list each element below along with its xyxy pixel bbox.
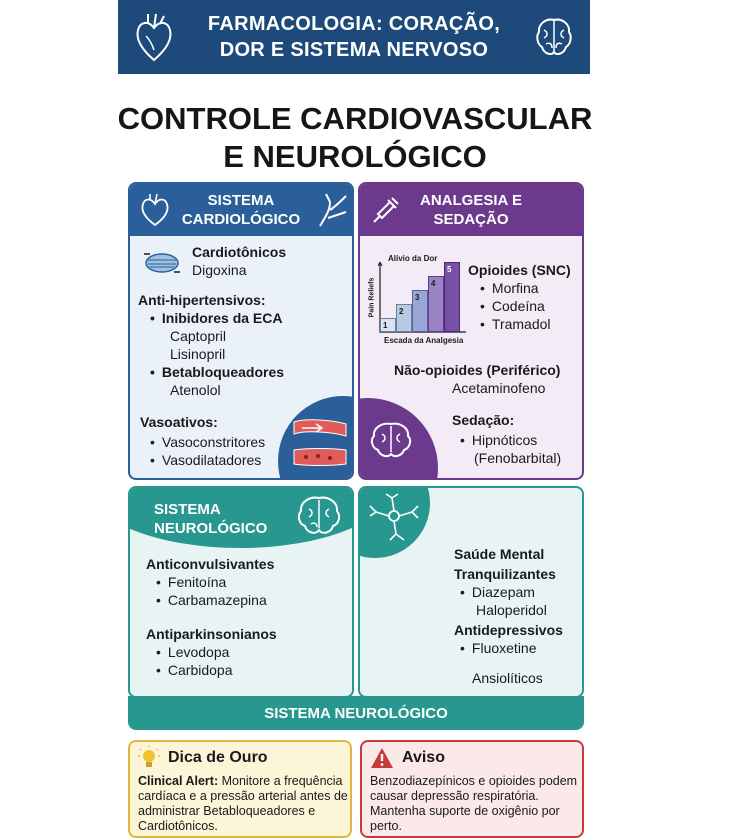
digoxina-item: Digoxina	[192, 262, 247, 278]
brain-icon	[532, 10, 576, 64]
sedacao-title: Sedação:	[452, 412, 515, 428]
ladder-step: 3	[412, 290, 428, 332]
list-item: Haloperidol	[476, 602, 547, 618]
list-item: • Vasoconstritores	[150, 434, 265, 450]
neuro-card	[128, 486, 354, 698]
analgesia-card	[358, 182, 584, 480]
warning-title: Aviso	[402, 749, 445, 766]
list-item: Captopril	[170, 328, 227, 344]
heart-muscle-icon	[142, 248, 182, 278]
tip-label: Clinical Alert:	[138, 774, 219, 788]
cardiotonicos-title: Cardiotônicos	[192, 244, 287, 260]
main-title: CONTROLE CARDIOVASCULAR E NEUROLÓGICO	[117, 101, 593, 174]
tip-text	[138, 774, 348, 834]
naoopioides-title: Não-opioides (Periférico)	[394, 362, 561, 378]
list-item: • Morfina	[480, 280, 539, 296]
ladder-step: 1	[380, 318, 396, 332]
brain-icon	[368, 420, 414, 460]
analgesia-card-header: ANALGESIA E SEDAÇÃO	[360, 184, 582, 236]
lightbulb-icon	[138, 746, 160, 770]
ladder-step: 5	[444, 262, 460, 332]
ladder-step: 2	[396, 304, 412, 332]
list-item: • Vasodilatadores	[150, 452, 261, 468]
list-item: Atenolol	[170, 382, 221, 398]
tip-title: Dica de Ouro	[168, 749, 268, 766]
vasoativos-title: Vasoativos:	[140, 414, 218, 430]
neuro-footer-bar	[128, 696, 584, 730]
beta-title: • Betabloqueadores	[150, 364, 284, 380]
ansioliticos-item: Ansiolíticos	[472, 670, 543, 686]
neuro-footer-label: SISTEMA NEUROLÓGICO	[264, 704, 448, 722]
cardio-card	[128, 182, 354, 480]
warning-box	[360, 740, 584, 838]
ladder-x-label: Escada da Analgesia	[384, 336, 464, 345]
list-item: • Codeína	[480, 298, 545, 314]
list-item: • Carbamazepina	[156, 592, 267, 608]
cardio-card-header: SISTEMA CARDIOLÓGICO	[130, 184, 352, 236]
header-title: FARMACOLOGIA: CORAÇÃO, DOR E SISTEMA NERVOSO	[207, 13, 501, 61]
heart-icon	[138, 192, 172, 228]
list-item: Lisinopril	[170, 346, 226, 362]
analgesia-ladder	[366, 254, 472, 346]
acetaminofeno-item: Acetaminofeno	[452, 380, 546, 396]
opioides-title: Opioides (SNC)	[468, 262, 571, 278]
neuron-icon	[366, 492, 422, 544]
list-item: • Diazepam	[460, 584, 535, 600]
neuro-card-header: SISTEMA NEUROLÓGICO	[154, 501, 268, 537]
fenobarbital-item: (Fenobarbital)	[474, 450, 562, 466]
antidepressivos-title: Antidepressivos	[454, 622, 563, 638]
tip-body: Monitore a frequência cardíaca e a pressão arterial antes de administrar Betabloqueadores e Cardiotônicos.	[138, 774, 348, 833]
ladder-step: 4	[428, 276, 444, 332]
ladder-title: Alívio da Dor	[388, 254, 438, 263]
anticonvulsivantes-title: Anticonvulsivantes	[146, 556, 275, 572]
warning-text: Benzodiazepínicos e opioides podem causar depressão respiratória. Mantenha suporte de oxigênio por perto.	[370, 774, 578, 833]
eca-title: • Inibidores da ECA	[150, 310, 282, 326]
blood-vessel-icon	[316, 192, 350, 228]
antihipertensivos-title: Anti-hipertensivos:	[138, 292, 266, 308]
brain-icon	[294, 494, 344, 538]
saude-mental-title: Saúde Mental	[454, 546, 545, 562]
heart-icon	[132, 10, 176, 64]
tip-box	[128, 740, 352, 838]
list-item: • Tramadol	[480, 316, 551, 332]
syringe-icon	[370, 194, 402, 226]
blood-vessel-illustration	[292, 418, 348, 472]
list-item: • Hipnóticos	[460, 432, 537, 448]
mental-health-card	[358, 486, 584, 698]
list-item: • Fluoxetine	[460, 640, 537, 656]
list-item: • Levodopa	[156, 644, 229, 660]
list-item: • Carbidopa	[156, 662, 233, 678]
list-item: • Fenitoína	[156, 574, 226, 590]
tranquilizantes-title: Tranquilizantes	[454, 566, 556, 582]
warning-icon	[370, 747, 394, 769]
antiparkinsonianos-title: Antiparkinsonianos	[146, 626, 277, 642]
header-banner	[118, 0, 590, 74]
ladder-y-label: Pain Reliefs	[368, 277, 376, 318]
